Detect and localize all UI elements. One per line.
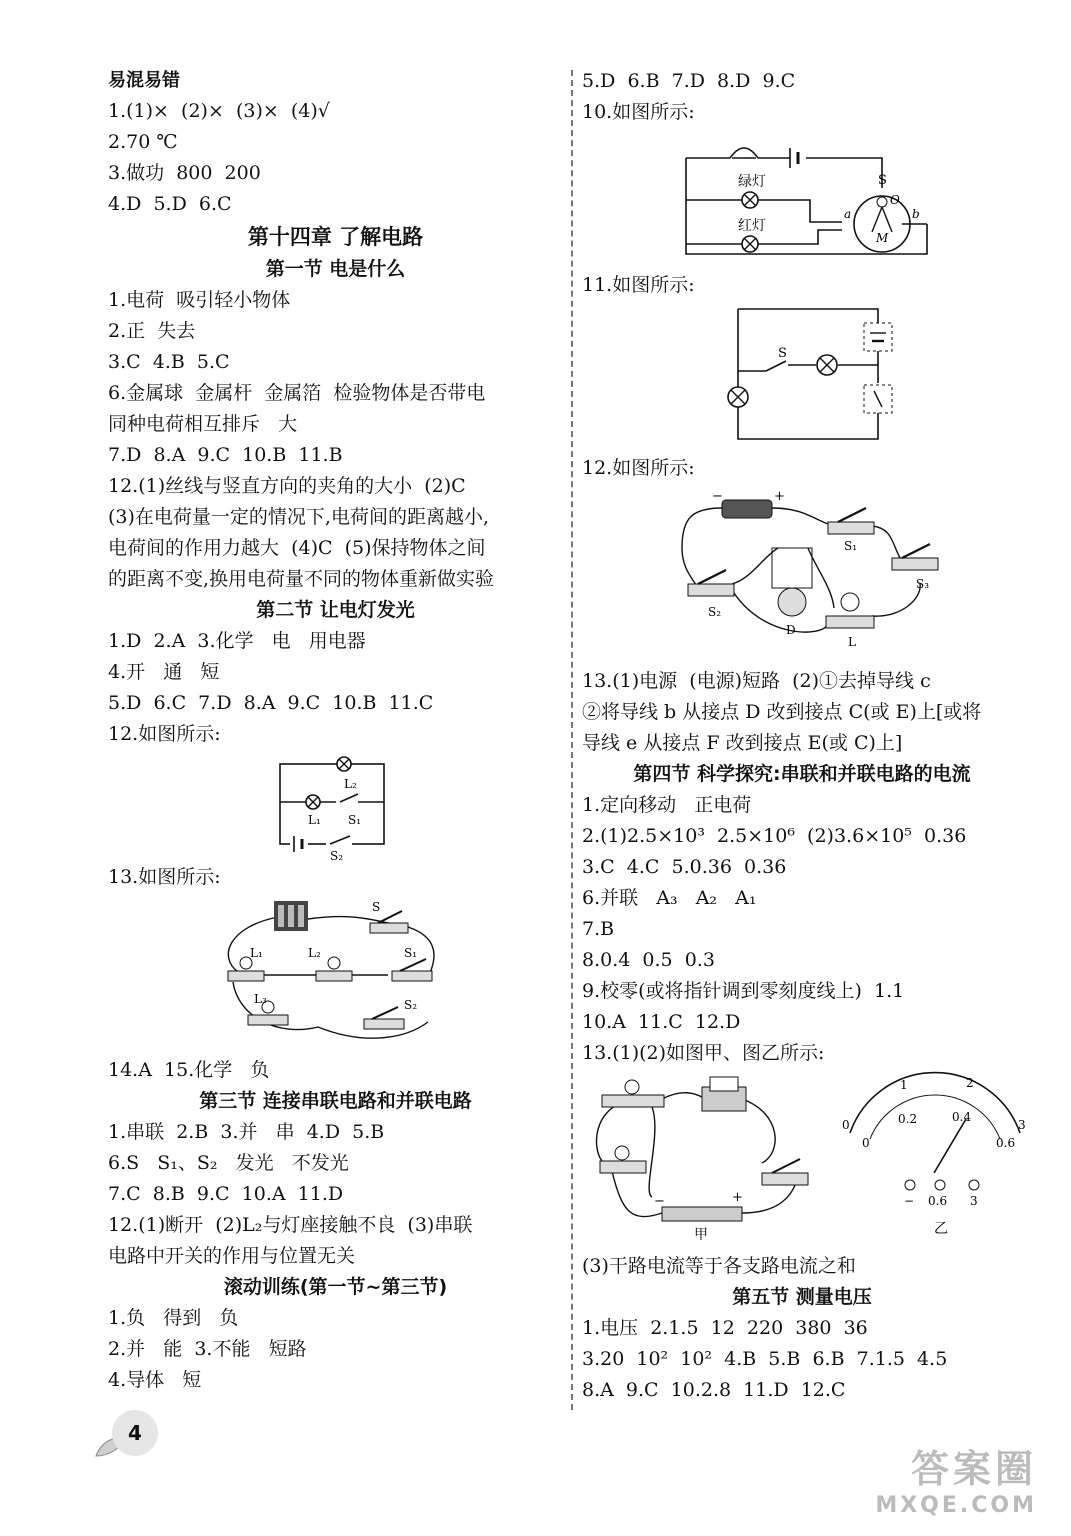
- watermark-site: MXQE.COM: [875, 1493, 1037, 1518]
- answer-line: 7.C 8.B 9.C 10.A 11.D: [108, 1183, 344, 1205]
- label-l1: L₁: [250, 946, 263, 960]
- scale-bottom-0.2: 0.2: [898, 1112, 918, 1126]
- terminal-minus: −: [904, 1194, 915, 1208]
- answer-line: 8.0.4 0.5 0.3: [582, 949, 715, 971]
- answer-line: ②将导线 b 从接点 D 改到接点 C(或 E)上[或将: [582, 701, 982, 723]
- answer-line: 13.(1)电源 (电源)短路 (2)①去掉导线 c: [582, 670, 931, 692]
- section-title-3: 第三节 连接串联电路和并联电路: [199, 1090, 472, 1112]
- answer-line: 同种电荷相互排斥 大: [108, 413, 298, 435]
- label-minus-jia: −: [654, 1194, 665, 1209]
- label-s2: S₂: [404, 998, 418, 1012]
- answer-line: 4.开 通 短: [108, 661, 220, 683]
- label-s1: S₁: [404, 946, 418, 960]
- answer-line: 1.负 得到 负: [108, 1307, 239, 1329]
- answer-line: 3.C 4.C 5.0.36 0.36: [582, 856, 787, 878]
- circuit-diagram-q11: [582, 305, 1022, 445]
- answer-line: 1.D 2.A 3.化学 电 用电器: [108, 630, 366, 652]
- answer-line: 12.(1)断开 (2)L₂与灯座接触不良 (3)串联: [108, 1214, 473, 1236]
- answer-line: 7.B: [582, 918, 615, 940]
- label-yi: 乙: [934, 1221, 948, 1237]
- label-s2: S₂: [708, 605, 722, 619]
- answer-line: 2.并 能 3.不能 短路: [108, 1338, 307, 1360]
- answer-line: 6.并联 A₃ A₂ A₁: [582, 887, 757, 909]
- answer-line: 1.串联 2.B 3.并 串 4.D 5.B: [108, 1121, 385, 1143]
- label-jia: 甲: [694, 1227, 708, 1243]
- answer-line: 2.(1)2.5×10³ 2.5×10⁶ (2)3.6×10⁵ 0.36: [582, 825, 967, 847]
- label-b: b: [912, 207, 920, 221]
- label-s: S: [878, 173, 887, 188]
- label-m: M: [876, 231, 889, 245]
- section-heading-confusable: 易混易错: [108, 70, 180, 91]
- section-title-5: 第五节 测量电压: [732, 1286, 872, 1308]
- scale-top-0: 0: [842, 1118, 850, 1132]
- scale-bottom-0: 0: [862, 1136, 870, 1150]
- scale-bottom-0.6: 0.6: [996, 1136, 1016, 1150]
- circuit-and-ammeter-q13: [582, 1073, 1026, 1243]
- left-column: [108, 66, 563, 1396]
- label-l2: L₂: [308, 946, 321, 960]
- scale-top-2: 2: [966, 1076, 974, 1090]
- answer-line: 8.A 9.C 10.2.8 11.D 12.C: [582, 1379, 846, 1401]
- label-l3: L₃: [254, 992, 267, 1006]
- label-d: D: [786, 623, 796, 637]
- answer-line: 电路中开关的作用与位置无关: [108, 1245, 356, 1267]
- answer-line: 12.如图所示:: [582, 457, 695, 479]
- terminal-3: 3: [970, 1194, 978, 1208]
- answer-line: 3.做功 800 200: [108, 162, 261, 184]
- label-l: L: [848, 635, 856, 649]
- answer-line: 5.D 6.C 7.D 8.A 9.C 10.B 11.C: [108, 692, 434, 714]
- circuit-diagram-q10: [582, 132, 1022, 262]
- page-number: 4: [112, 1410, 158, 1456]
- answer-line: 13.(1)(2)如图甲、图乙所示:: [582, 1042, 825, 1064]
- answer-line: 10.如图所示:: [582, 101, 695, 123]
- section-title-1: 第一节 电是什么: [265, 258, 406, 280]
- answer-line: 的距离不变,换用电荷量不同的物体重新做实验: [108, 568, 495, 590]
- answer-line: (3)在电荷量一定的情况下,电荷间的距离越小,: [108, 506, 489, 528]
- label-red-lamp: 红灯: [738, 218, 766, 234]
- label-s: S: [372, 900, 381, 914]
- answer-line: 5.D 6.B 7.D 8.D 9.C: [582, 70, 796, 92]
- column-divider: [571, 70, 573, 1410]
- physical-circuit-q12-right: [582, 488, 1022, 658]
- answer-line: 7.D 8.A 9.C 10.B 11.B: [108, 444, 343, 466]
- label-a: a: [844, 207, 852, 221]
- answer-line: 电荷间的作用力越大 (4)C (5)保持物体之间: [108, 537, 486, 559]
- watermark-brand: 答案圈: [910, 1447, 1037, 1491]
- label-l1: L₁: [308, 813, 321, 827]
- label-o: O: [890, 193, 900, 207]
- label-s3: S₃: [916, 577, 930, 591]
- label-s: S: [778, 346, 787, 361]
- watermark-logo: [867, 1438, 1037, 1518]
- answer-line: 14.A 15.化学 负: [108, 1059, 270, 1081]
- answer-line: 11.如图所示:: [582, 274, 695, 296]
- answer-line: 1.定向移动 正电荷: [582, 794, 752, 816]
- terminal-0.6: 0.6: [928, 1194, 948, 1208]
- label-s2: S₂: [330, 849, 344, 863]
- label-minus: −: [712, 489, 723, 504]
- label-s1: S₁: [348, 813, 362, 827]
- answer-line: 10.A 11.C 12.D: [582, 1011, 741, 1033]
- section-title-4: 第四节 科学探究:串联和并联电路的电流: [633, 763, 971, 785]
- answer-line: 12.如图所示:: [108, 723, 221, 745]
- answer-line: 4.导体 短: [108, 1369, 202, 1391]
- answer-line: 3.20 10² 10² 4.B 5.B 6.B 7.1.5 4.5: [582, 1348, 948, 1370]
- answer-line: 9.校零(或将指针调到零刻度线上) 1.1: [582, 980, 905, 1002]
- answer-line: 2.70 ℃: [108, 131, 178, 153]
- answer-line: 导线 e 从接点 F 改到接点 E(或 C)上]: [582, 732, 903, 754]
- answer-line: 6.S S₁、S₂ 发光 不发光: [108, 1152, 349, 1174]
- answer-line: 2.正 失去: [108, 320, 196, 342]
- physical-circuit-q13-left: [108, 897, 563, 1047]
- label-l2: L₂: [344, 777, 357, 791]
- answer-line: 13.如图所示:: [108, 866, 221, 888]
- answer-line: 4.D 5.D 6.C: [108, 193, 232, 215]
- right-column: [582, 66, 1026, 1406]
- label-green-lamp: 绿灯: [738, 174, 766, 190]
- scale-top-1: 1: [900, 1078, 908, 1092]
- answer-line: 12.(1)丝线与竖直方向的夹角的大小 (2)C: [108, 475, 466, 497]
- label-s1: S₁: [844, 539, 858, 553]
- scale-bottom-0.4: 0.4: [952, 1110, 972, 1124]
- answer-line: 3.C 4.B 5.C: [108, 351, 230, 373]
- answer-line: 1.(1)× (2)× (3)× (4)√: [108, 100, 330, 122]
- section-title-2: 第二节 让电灯发光: [256, 599, 415, 621]
- answer-line: 1.电荷 吸引轻小物体: [108, 289, 291, 311]
- circuit-diagram-q12-left: [108, 754, 563, 863]
- answer-line: (3)干路电流等于各支路电流之和: [582, 1255, 856, 1277]
- label-plus: +: [774, 489, 785, 504]
- review-title: 滚动训练(第一节~第三节): [223, 1276, 448, 1298]
- answer-line: 6.金属球 金属杆 金属箔 检验物体是否带电: [108, 382, 486, 404]
- label-plus-jia: +: [732, 1190, 743, 1205]
- answer-line: 1.电压 2.1.5 12 220 380 36: [582, 1317, 868, 1339]
- chapter-title: 第十四章 了解电路: [247, 225, 424, 249]
- scale-top-3: 3: [1018, 1118, 1026, 1132]
